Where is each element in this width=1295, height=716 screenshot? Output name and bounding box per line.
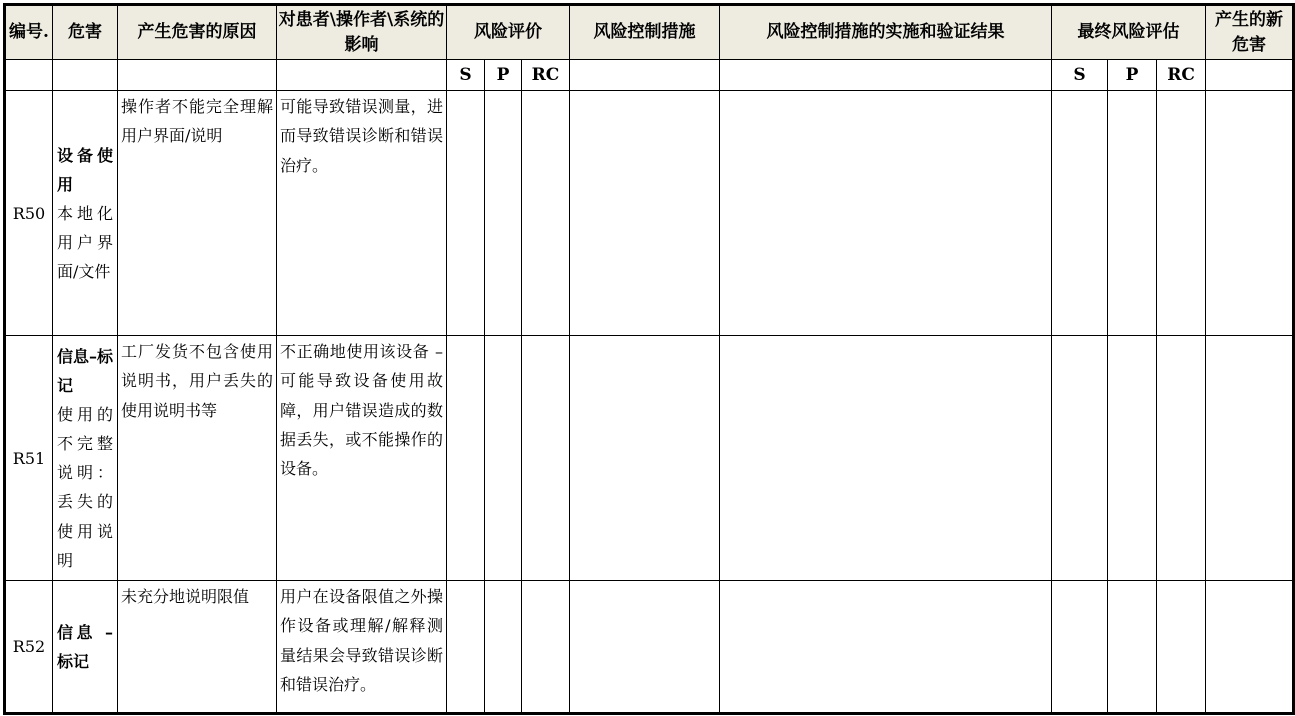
hazard-description: 使用的不完整说明：丢失的使用说明 — [57, 405, 113, 570]
risk-analysis-table — [3, 3, 1295, 715]
header-impact: 对患者\操作者\系统的影响 — [277, 5, 447, 60]
cell-risk-s — [447, 581, 485, 714]
cell-control-measures — [570, 336, 720, 581]
cell-implementation-verification — [720, 581, 1052, 714]
subheader-risk-s: S — [447, 60, 485, 91]
cell-risk-p — [485, 91, 522, 336]
subheader-final-rc: RC — [1157, 60, 1206, 91]
subheader-risk-rc: RC — [522, 60, 570, 91]
table-row — [5, 581, 1294, 714]
cell-new-hazard — [1206, 336, 1294, 581]
cell-new-hazard — [1206, 91, 1294, 336]
cell-control-measures — [570, 581, 720, 714]
cell-final-p — [1108, 336, 1157, 581]
table-row — [5, 336, 1294, 581]
subheader-empty-new-hazard — [1206, 60, 1294, 91]
table-row — [5, 91, 1294, 336]
subheader-empty-hazard — [53, 60, 118, 91]
subheader-empty-impact — [277, 60, 447, 91]
cell-implementation-verification — [720, 91, 1052, 336]
header-cause: 产生危害的原因 — [118, 5, 277, 60]
hazard-description: 本地化 用户界面/文件 — [57, 203, 113, 281]
cell-row-id: R50 — [5, 91, 53, 336]
hazard-title: 信息–标记 — [57, 346, 114, 395]
cell-new-hazard — [1206, 581, 1294, 714]
header-hazard: 危害 — [53, 5, 118, 60]
subheader-final-p: P — [1108, 60, 1157, 91]
cell-hazard — [53, 581, 118, 714]
cell-control-measures — [570, 91, 720, 336]
hazard-title: 设备使用 — [57, 145, 113, 194]
cell-final-rc — [1157, 91, 1206, 336]
cell-impact: 不正确地使用该设备 – 可能导致设备使用故障，用户错误造成的数据丢失，或不能操作的设备。 — [277, 336, 447, 581]
cell-risk-p — [485, 581, 522, 714]
subheader-empty-implementation — [720, 60, 1052, 91]
subheader-empty-cause — [118, 60, 277, 91]
cell-hazard — [53, 336, 118, 581]
cell-risk-rc — [522, 91, 570, 336]
subheader-row — [5, 60, 1294, 91]
cell-implementation-verification — [720, 336, 1052, 581]
cell-risk-s — [447, 91, 485, 336]
cell-impact: 用户在设备限值之外操作设备或理解/解释测量结果会导致错误诊断和错误治疗。 — [277, 581, 447, 714]
cell-final-s — [1052, 336, 1108, 581]
header-new-hazard: 产生的新危害 — [1206, 5, 1294, 60]
cell-risk-p — [485, 336, 522, 581]
header-risk-evaluation: 风险评价 — [447, 5, 570, 60]
cell-final-rc — [1157, 336, 1206, 581]
cell-cause: 未充分地说明限值 — [118, 581, 277, 714]
subheader-risk-p: P — [485, 60, 522, 91]
subheader-final-s: S — [1052, 60, 1108, 91]
header-row — [5, 5, 1294, 60]
cell-final-p — [1108, 91, 1157, 336]
cell-final-s — [1052, 91, 1108, 336]
cell-final-rc — [1157, 581, 1206, 714]
cell-cause: 工厂发货不包含使用说明书，用户丢失的使用说明书等 — [118, 336, 277, 581]
cell-hazard — [53, 91, 118, 336]
subheader-empty-control — [570, 60, 720, 91]
subheader-empty-id — [5, 60, 53, 91]
cell-risk-rc — [522, 581, 570, 714]
cell-final-p — [1108, 581, 1157, 714]
cell-risk-rc — [522, 336, 570, 581]
hazard-title: 信息 – 标记 — [57, 622, 113, 671]
header-id: 编号. — [5, 5, 53, 60]
cell-final-s — [1052, 581, 1108, 714]
header-control-measures: 风险控制措施 — [570, 5, 720, 60]
header-final-risk-evaluation: 最终风险评估 — [1052, 5, 1206, 60]
cell-impact: 可能导致错误测量，进而导致错误诊断和错误治疗。 — [277, 91, 447, 336]
cell-row-id: R52 — [5, 581, 53, 714]
cell-row-id: R51 — [5, 336, 53, 581]
cell-risk-s — [447, 336, 485, 581]
cell-cause: 操作者不能完全理解用户界面/说明 — [118, 91, 277, 336]
header-implementation-verification: 风险控制措施的实施和验证结果 — [720, 5, 1052, 60]
